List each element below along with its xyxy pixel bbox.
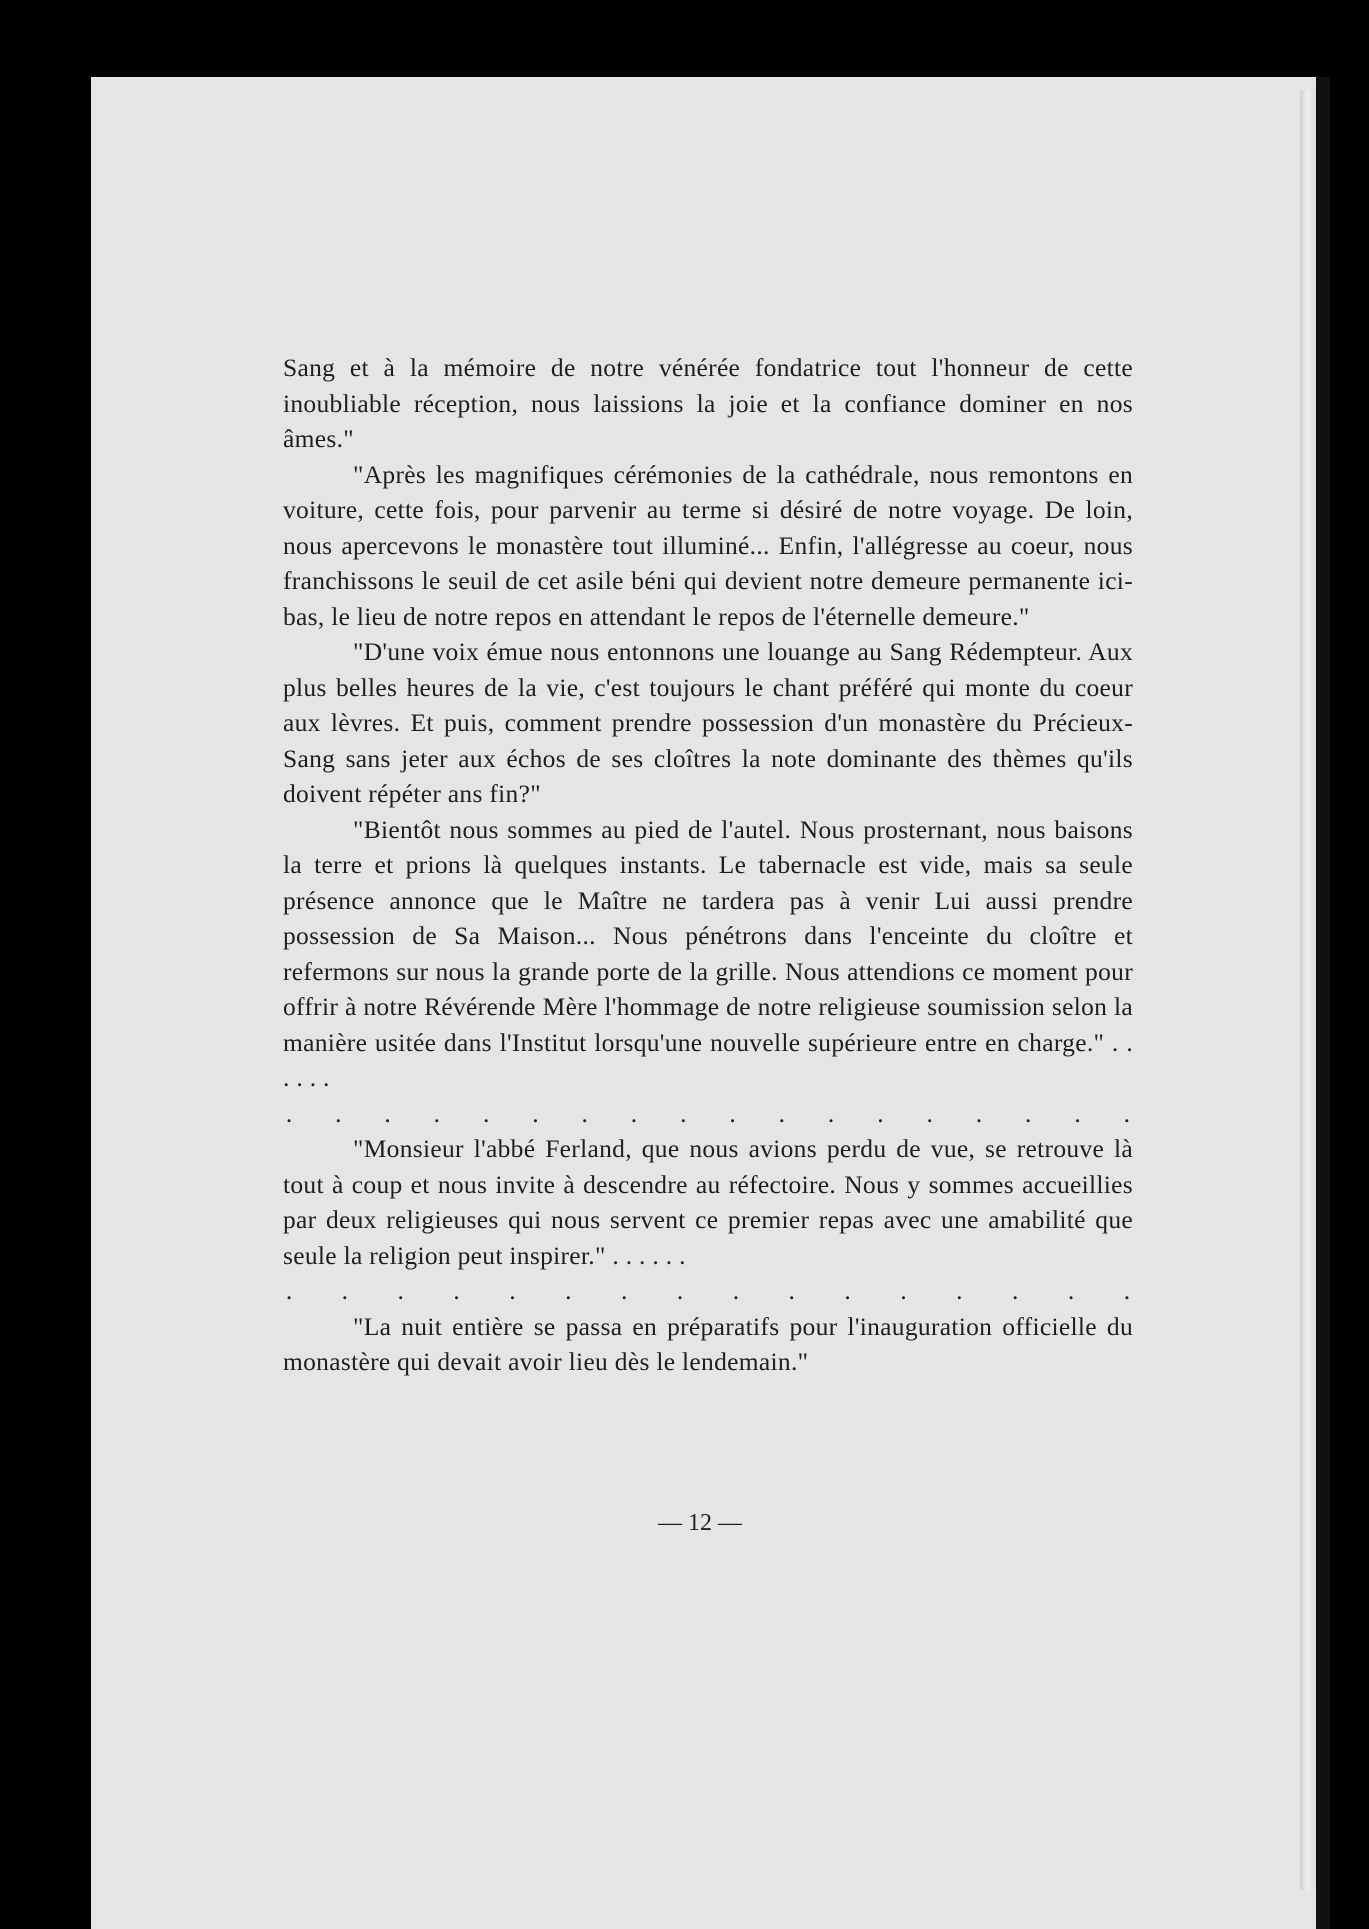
paragraph-2: "Après les magnifiques cérémonies de la cathédrale, nous remontons en voiture, cette fois, pour parvenir au terme si désiré de notre voyage. De loin, nous apercevons le monastère tout illuminé... Enfin, l'allégresse au coeur, nous franchissons le seuil de cet asile béni qui devient notre demeure permanente ici-bas, le lieu de notre repos en attendant le repos de l'éternelle demeure." [283, 459, 1133, 631]
paragraph-5: "Monsieur l'abbé Ferland, que nous avions perdu de vue, se retrouve là tout à coup et nous invite à descendre au réfectoire. Nous y sommes accueillies par deux religieuses qui nous servent ce premier repas avec une amabilité que seule la religion peut inspirer." . . . . . . [283, 1134, 1133, 1270]
ellipsis-row-2: . . . . . . . . . . . . . . . . [285, 1276, 1131, 1305]
page-number: — 12 — [658, 1510, 742, 1536]
body-text [283, 350, 1133, 1380]
paragraph-6: "La nuit entière se passa en préparatifs pour l'inauguration officielle du monastère qui devait avoir lieu dès le lendemain." [283, 1311, 1133, 1376]
paragraph-3: "D'une voix émue nous entonnons une louange au Sang Rédempteur. Aux plus belles heures de la vie, c'est toujours le chant préféré qui monte du coeur aux lèvres. Et puis, comment prendre possession d'un monastère du Précieux-Sang sans jeter aux échos de ses cloîtres la note dominante des thèmes qu'ils doivent répéter ans fin?" [283, 637, 1133, 808]
paragraph-4: "Bientôt nous sommes au pied de l'autel. Nous prosternant, nous baisons la terre et prions là quelques instants. Le tabernacle est vide, mais sa seule présence annonce que le Maître ne tardera pas à venir Lui aussi prendre possession de Sa Maison... Nous pénétrons dans l'enceinte du cloître et refermons sur nous la grande porte de la grille. Nous attendions ce moment pour offrir à notre Révérende Mère l'hommage de notre religieuse soumission selon la manière usitée dans l'Institut lorsqu'une nouvelle supérieure entre en charge." . . . . . . [283, 814, 1133, 1092]
ellipsis-row-1: . . . . . . . . . . . . . . . . . . [285, 1098, 1130, 1128]
paragraph-1: Sang et à la mémoire de notre vénérée fondatrice tout l'honneur de cette inoubliable réception, nous laissions la joie et la confiance dominer en nos âmes." [283, 353, 1133, 453]
page-shadow [1316, 77, 1330, 1929]
